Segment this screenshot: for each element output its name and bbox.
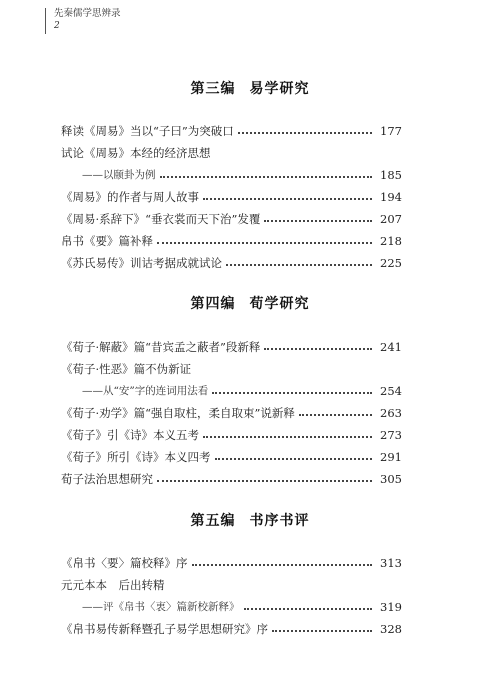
- dot-leader: [160, 176, 373, 178]
- toc-entry-title: 释读《周易》当以“子曰”为突破口: [61, 124, 234, 138]
- toc-entry[interactable]: [61, 425, 402, 445]
- toc-entry-page: 291: [380, 450, 402, 464]
- toc-entry-page: 241: [380, 340, 402, 354]
- toc-entry-title: 帛书《要》篇补释: [61, 234, 153, 248]
- toc-entry-title: 《周易》的作者与周人故事: [61, 190, 199, 204]
- toc-entry-subtitle: ——以颐卦为例: [82, 169, 156, 181]
- toc-entry-title: 《帛书易传新释暨孔子易学思想研究》序: [61, 622, 268, 636]
- toc-entry-page: 319: [380, 600, 402, 614]
- toc-entry-title: 试论《周易》本经的经济思想: [61, 146, 211, 160]
- dot-leader: [215, 458, 373, 460]
- toc-entry-title: 《帛书〈要〉篇校释》序: [61, 556, 188, 570]
- toc-entry-title: 《荀子·解蔽》篇“昔宾孟之蔽者”段新释: [61, 340, 261, 354]
- dot-leader: [272, 630, 372, 632]
- toc-entry[interactable]: [61, 553, 402, 573]
- toc-entry-page: 185: [380, 168, 402, 182]
- part-number: 第四编: [190, 296, 236, 312]
- toc-subtitle-entry[interactable]: [82, 381, 402, 401]
- dot-leader: [212, 392, 372, 394]
- toc-entry[interactable]: [61, 253, 402, 273]
- running-head: [45, 8, 121, 34]
- page-number: 2: [54, 21, 60, 31]
- dot-leader: [244, 608, 373, 610]
- part-subject: 书序书评: [249, 513, 310, 529]
- toc-entry-subtitle: ——评《帛书〈衷〉篇新校新释》: [82, 601, 240, 613]
- dot-leader: [226, 264, 372, 266]
- toc-entry[interactable]: [61, 359, 402, 379]
- toc-entry-title: 《荀子》引《诗》本义五考: [61, 428, 199, 442]
- part-number: 第五编: [190, 513, 236, 529]
- part-heading: [0, 293, 500, 313]
- toc-entry-title: 《荀子·劝学》篇“强自取柱，柔自取束”说新释: [61, 406, 295, 420]
- dot-leader: [157, 480, 372, 482]
- dot-leader: [157, 242, 372, 244]
- part-heading: [0, 510, 500, 530]
- dot-leader: [264, 220, 372, 222]
- part-subject: 荀学研究: [249, 296, 310, 312]
- toc-entry-title: 元元本本 后出转精: [61, 578, 165, 592]
- toc-entry[interactable]: [61, 187, 402, 207]
- toc-entry[interactable]: [61, 403, 402, 423]
- toc-entry-page: 207: [380, 212, 402, 226]
- toc-entry[interactable]: [61, 209, 402, 229]
- toc-entry[interactable]: [61, 469, 402, 489]
- toc-entry[interactable]: [61, 337, 402, 357]
- part-subject: 易学研究: [249, 81, 310, 97]
- toc-entry-title: 《荀子·性恶》篇不伪新证: [61, 362, 192, 376]
- toc-entry-page: 328: [380, 622, 402, 636]
- toc-subtitle-entry[interactable]: [82, 597, 402, 617]
- toc-entry-page: 218: [380, 234, 402, 248]
- toc-entry-page: 273: [380, 428, 402, 442]
- toc-entry-title: 《苏氏易传》训诂考据成就试论: [61, 256, 222, 270]
- toc-entry[interactable]: [61, 447, 402, 467]
- dot-leader: [299, 414, 372, 416]
- toc-entry[interactable]: [61, 231, 402, 251]
- toc-entry-page: 313: [380, 556, 402, 570]
- toc-entry-subtitle: ——从“安”字的连词用法看: [82, 385, 209, 397]
- toc-entry[interactable]: [61, 121, 402, 141]
- toc-entry[interactable]: [61, 619, 402, 639]
- toc-entry[interactable]: [61, 143, 402, 163]
- toc-entry-page: 177: [380, 124, 402, 138]
- toc-subtitle-entry[interactable]: [82, 165, 402, 185]
- dot-leader: [264, 348, 372, 350]
- toc-entry-title: 《荀子》所引《诗》本义四考: [61, 450, 211, 464]
- toc-entry-page: 305: [380, 472, 402, 486]
- dot-leader: [192, 564, 373, 566]
- book-title: 先秦儒学思辨录: [54, 8, 121, 19]
- part-number: 第三编: [190, 81, 236, 97]
- part-heading: [0, 78, 500, 98]
- toc-entry-page: 225: [380, 256, 402, 270]
- toc-entry-title: 《周易·系辞下》“垂衣裳而天下治”发覆: [61, 212, 261, 226]
- dot-leader: [238, 132, 372, 134]
- toc-entry-page: 263: [380, 406, 402, 420]
- toc-entry-page: 254: [380, 384, 402, 398]
- toc-entry-title: 荀子法治思想研究: [61, 472, 153, 486]
- dot-leader: [203, 198, 372, 200]
- toc-entry-page: 194: [380, 190, 402, 204]
- dot-leader: [203, 436, 372, 438]
- toc-entry[interactable]: [61, 575, 402, 595]
